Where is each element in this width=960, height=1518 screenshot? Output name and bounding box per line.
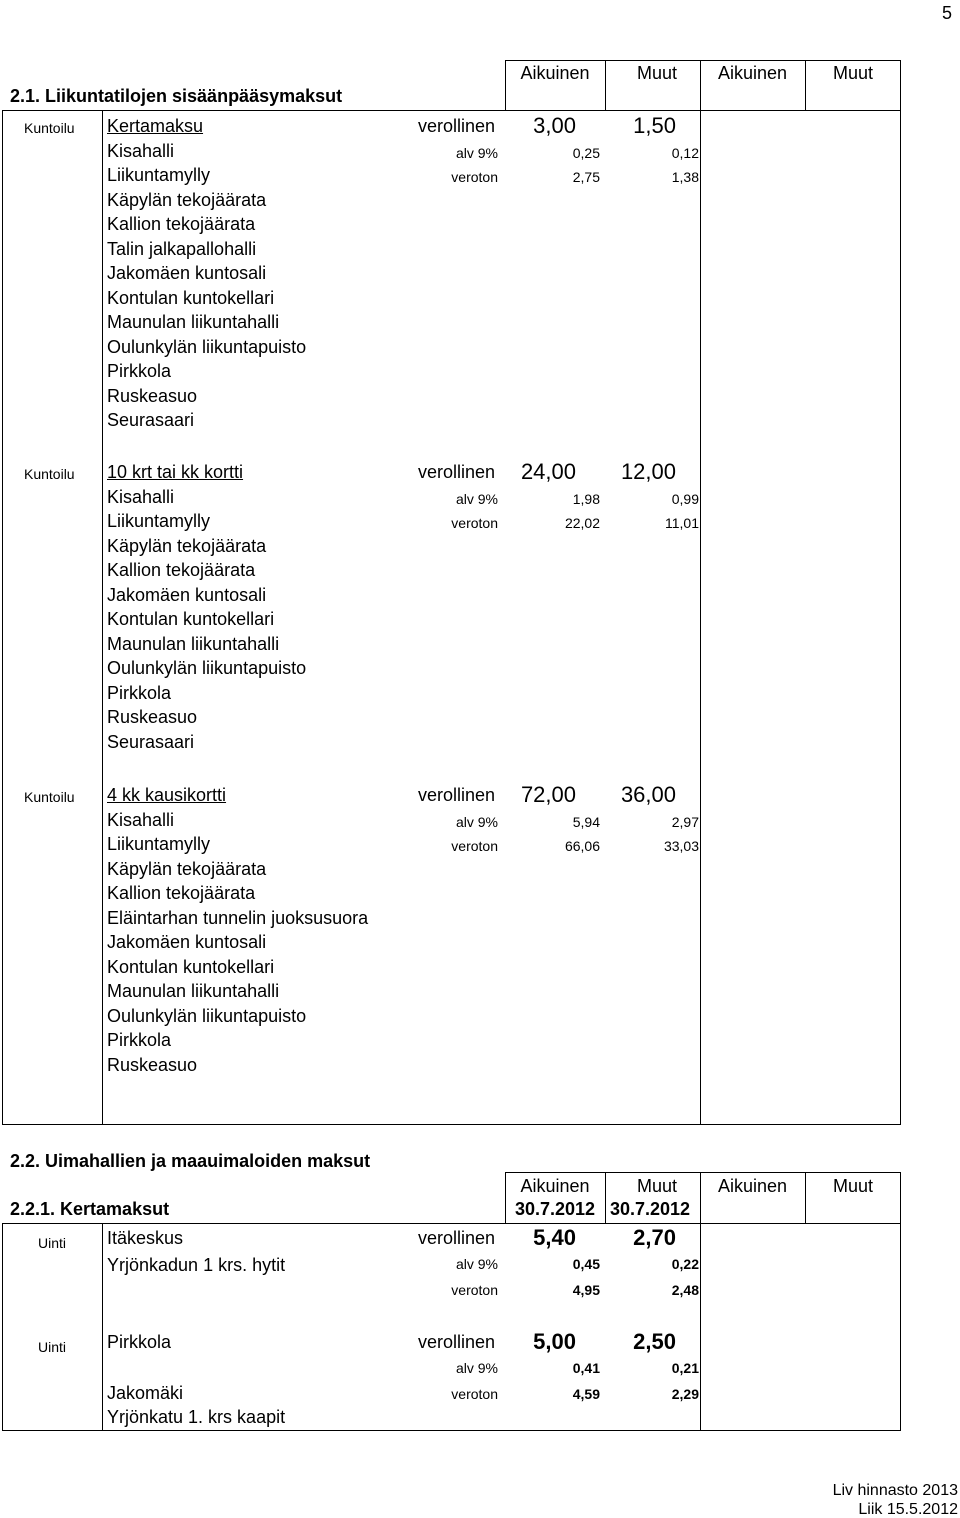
location-name: Liikuntamylly [107, 165, 211, 185]
price-adult: 5,00 [533, 1329, 576, 1354]
location-name: Liikuntamylly [107, 834, 211, 854]
sec2-col-divider [505, 1172, 506, 1223]
price-adult: 5,94 [572, 813, 600, 830]
tax-label: alv 9% [455, 490, 498, 507]
validity-date: 30.7.2012 [609, 1199, 691, 1219]
section-title: 2.1. Liikuntatilojen sisäänpääsymaksut [10, 86, 343, 106]
tax-label: verollinen [417, 116, 495, 136]
category-label: Kuntoilu [24, 789, 75, 805]
sec2-category-divider [102, 1223, 103, 1431]
sec2-col-divider [805, 1172, 806, 1223]
category-label: Kuntoilu [24, 466, 75, 482]
sec1-col-divider [605, 60, 606, 110]
location-name: Käpylän tekojäärata [107, 858, 267, 879]
location-name: Kallion tekojäärata [107, 883, 256, 903]
price-adult: 4,59 [572, 1386, 600, 1402]
tax-label: alv 9% [455, 1360, 498, 1376]
location-name: Kallion tekojäärata [107, 560, 256, 580]
price-adult: 24,00 [520, 459, 576, 484]
sec1-col-header-1: Muut [636, 63, 678, 83]
price-other: 2,48 [671, 1282, 699, 1298]
price-other: 1,38 [671, 169, 699, 185]
price-other: 2,70 [633, 1225, 676, 1250]
sec1-col-header-2: Aikuinen [717, 63, 788, 83]
location-name: Pirkkola [107, 682, 172, 703]
sec1-col-divider [805, 60, 806, 110]
location-name: Jakomäen kuntosali [107, 263, 267, 283]
sec1-left-border [2, 110, 3, 1125]
price-other: 0,99 [671, 490, 699, 507]
price-adult: 0,25 [572, 144, 600, 161]
location-name: Seurasaari [107, 410, 195, 430]
location-name: Jakomäen kuntosali [107, 932, 267, 952]
tax-label: alv 9% [455, 144, 498, 161]
location-name: Kontulan kuntokellari [107, 609, 275, 629]
validity-date: 30.7.2012 [514, 1199, 596, 1219]
category-label: Uinti [38, 1339, 67, 1355]
pool-name: Itäkeskus [107, 1228, 184, 1248]
tax-label: veroton [451, 169, 498, 185]
location-name: Käpylän tekojäärata [107, 189, 267, 210]
pool-name: Yrjönkadun 1 krs. hytit [107, 1255, 286, 1275]
sec1-col-header-0: Aikuinen [520, 63, 590, 83]
location-name: Oulunkylän liikuntapuisto [107, 658, 307, 678]
price-adult: 1,98 [572, 490, 600, 507]
price-adult: 4,95 [572, 1282, 600, 1298]
location-name: Talin jalkapallohalli [107, 238, 257, 259]
price-other: 2,97 [671, 813, 699, 830]
sec1-table-top-line [2, 110, 901, 111]
sec2-col-header-3: Muut [832, 1176, 874, 1196]
pool-name: Jakomäki [107, 1383, 184, 1403]
location-name: Jakomäen kuntosali [107, 584, 267, 605]
price-other: 12,00 [620, 459, 676, 484]
tax-label: alv 9% [455, 813, 498, 830]
location-name: Kisahalli [107, 140, 175, 161]
tax-label: verollinen [417, 1332, 495, 1352]
sec1-col-header-3: Muut [832, 63, 874, 83]
location-name: Kisahalli [107, 486, 175, 507]
price-other: 1,50 [633, 113, 676, 138]
pool-name: Pirkkola [107, 1332, 172, 1352]
section-title: 2.2. Uimahallien ja maauimaloiden maksut [10, 1151, 371, 1171]
product-name: 4 kk kausikortti [107, 785, 227, 805]
location-name: Eläintarhan tunnelin juoksusuora [107, 907, 369, 928]
tax-label: verollinen [417, 462, 495, 482]
location-name: Kontulan kuntokellari [107, 956, 275, 977]
price-other: 2,29 [671, 1386, 699, 1402]
price-adult: 66,06 [564, 838, 600, 854]
sec1-header-top-line [505, 60, 901, 61]
tax-label: veroton [451, 838, 498, 854]
sec2-right-border [900, 1172, 901, 1431]
price-other: 0,12 [671, 144, 699, 161]
sec2-header-top-line [505, 1172, 901, 1173]
location-name: Oulunkylän liikuntapuisto [107, 1005, 307, 1026]
price-adult: 0,41 [572, 1360, 600, 1376]
sec2-table-top-line [2, 1223, 901, 1224]
tax-label: veroton [451, 1386, 498, 1402]
price-other: 36,00 [620, 782, 676, 807]
sec2-col-header-2: Aikuinen [717, 1176, 788, 1196]
location-name: Liikuntamylly [107, 511, 211, 531]
price-other: 33,03 [663, 838, 699, 854]
sec1-table-bottom-line [2, 1124, 901, 1125]
location-name: Ruskeasuo [107, 707, 198, 727]
page-number: 5 [942, 3, 953, 23]
sec2-col-divider [605, 1172, 606, 1223]
sec1-right-border [900, 60, 901, 1125]
sec2-col-divider [700, 1172, 701, 1431]
location-name: Maunulan liikuntahalli [107, 981, 280, 1001]
price-adult: 0,45 [572, 1256, 600, 1272]
price-adult: 72,00 [520, 782, 576, 807]
tax-label: alv 9% [455, 1256, 498, 1272]
sec2-col-header-0: Aikuinen [520, 1176, 590, 1196]
location-name: Käpylän tekojäärata [107, 535, 267, 556]
location-name: Maunulan liikuntahalli [107, 312, 280, 332]
category-label: Uinti [38, 1235, 67, 1251]
price-other: 11,01 [665, 515, 699, 531]
sec1-col-divider [700, 60, 701, 1125]
price-adult: 5,40 [533, 1225, 576, 1250]
location-name: Pirkkola [107, 361, 172, 381]
location-name: Oulunkylän liikuntapuisto [107, 336, 307, 357]
pool-name: Yrjönkatu 1. krs kaapit [107, 1407, 286, 1427]
tax-label: verollinen [417, 1228, 495, 1248]
product-name: Kertamaksu [107, 116, 204, 136]
tax-label: verollinen [417, 785, 495, 805]
category-label: Kuntoilu [24, 120, 75, 136]
price-adult: 2,75 [572, 169, 600, 185]
footer-line: Liik 15.5.2012 [858, 1501, 958, 1518]
product-name: 10 krt tai kk kortti [107, 462, 244, 482]
price-adult: 3,00 [533, 113, 576, 138]
price-other: 0,22 [671, 1256, 699, 1272]
sec1-category-divider [102, 110, 103, 1125]
footer-line: Liv hinnasto 2013 [832, 1482, 958, 1499]
sec2-col-header-1: Muut [636, 1176, 678, 1196]
price-other: 2,50 [633, 1329, 676, 1354]
subsection-title: 2.2.1. Kertamaksut [10, 1199, 170, 1219]
sec2-left-border [2, 1223, 3, 1431]
location-name: Kontulan kuntokellari [107, 287, 275, 308]
tax-label: veroton [451, 515, 498, 531]
location-name: Kallion tekojäärata [107, 214, 256, 234]
location-name: Pirkkola [107, 1030, 172, 1050]
tax-label: veroton [451, 1282, 498, 1298]
location-name: Ruskeasuo [107, 385, 198, 406]
location-name: Seurasaari [107, 731, 195, 752]
price-other: 0,21 [671, 1360, 699, 1376]
sec1-col-divider [505, 60, 506, 110]
location-name: Maunulan liikuntahalli [107, 633, 280, 654]
price-adult: 22,02 [564, 515, 600, 531]
location-name: Kisahalli [107, 809, 175, 830]
location-name: Ruskeasuo [107, 1054, 198, 1075]
sec2-table-bottom-line [2, 1430, 901, 1431]
